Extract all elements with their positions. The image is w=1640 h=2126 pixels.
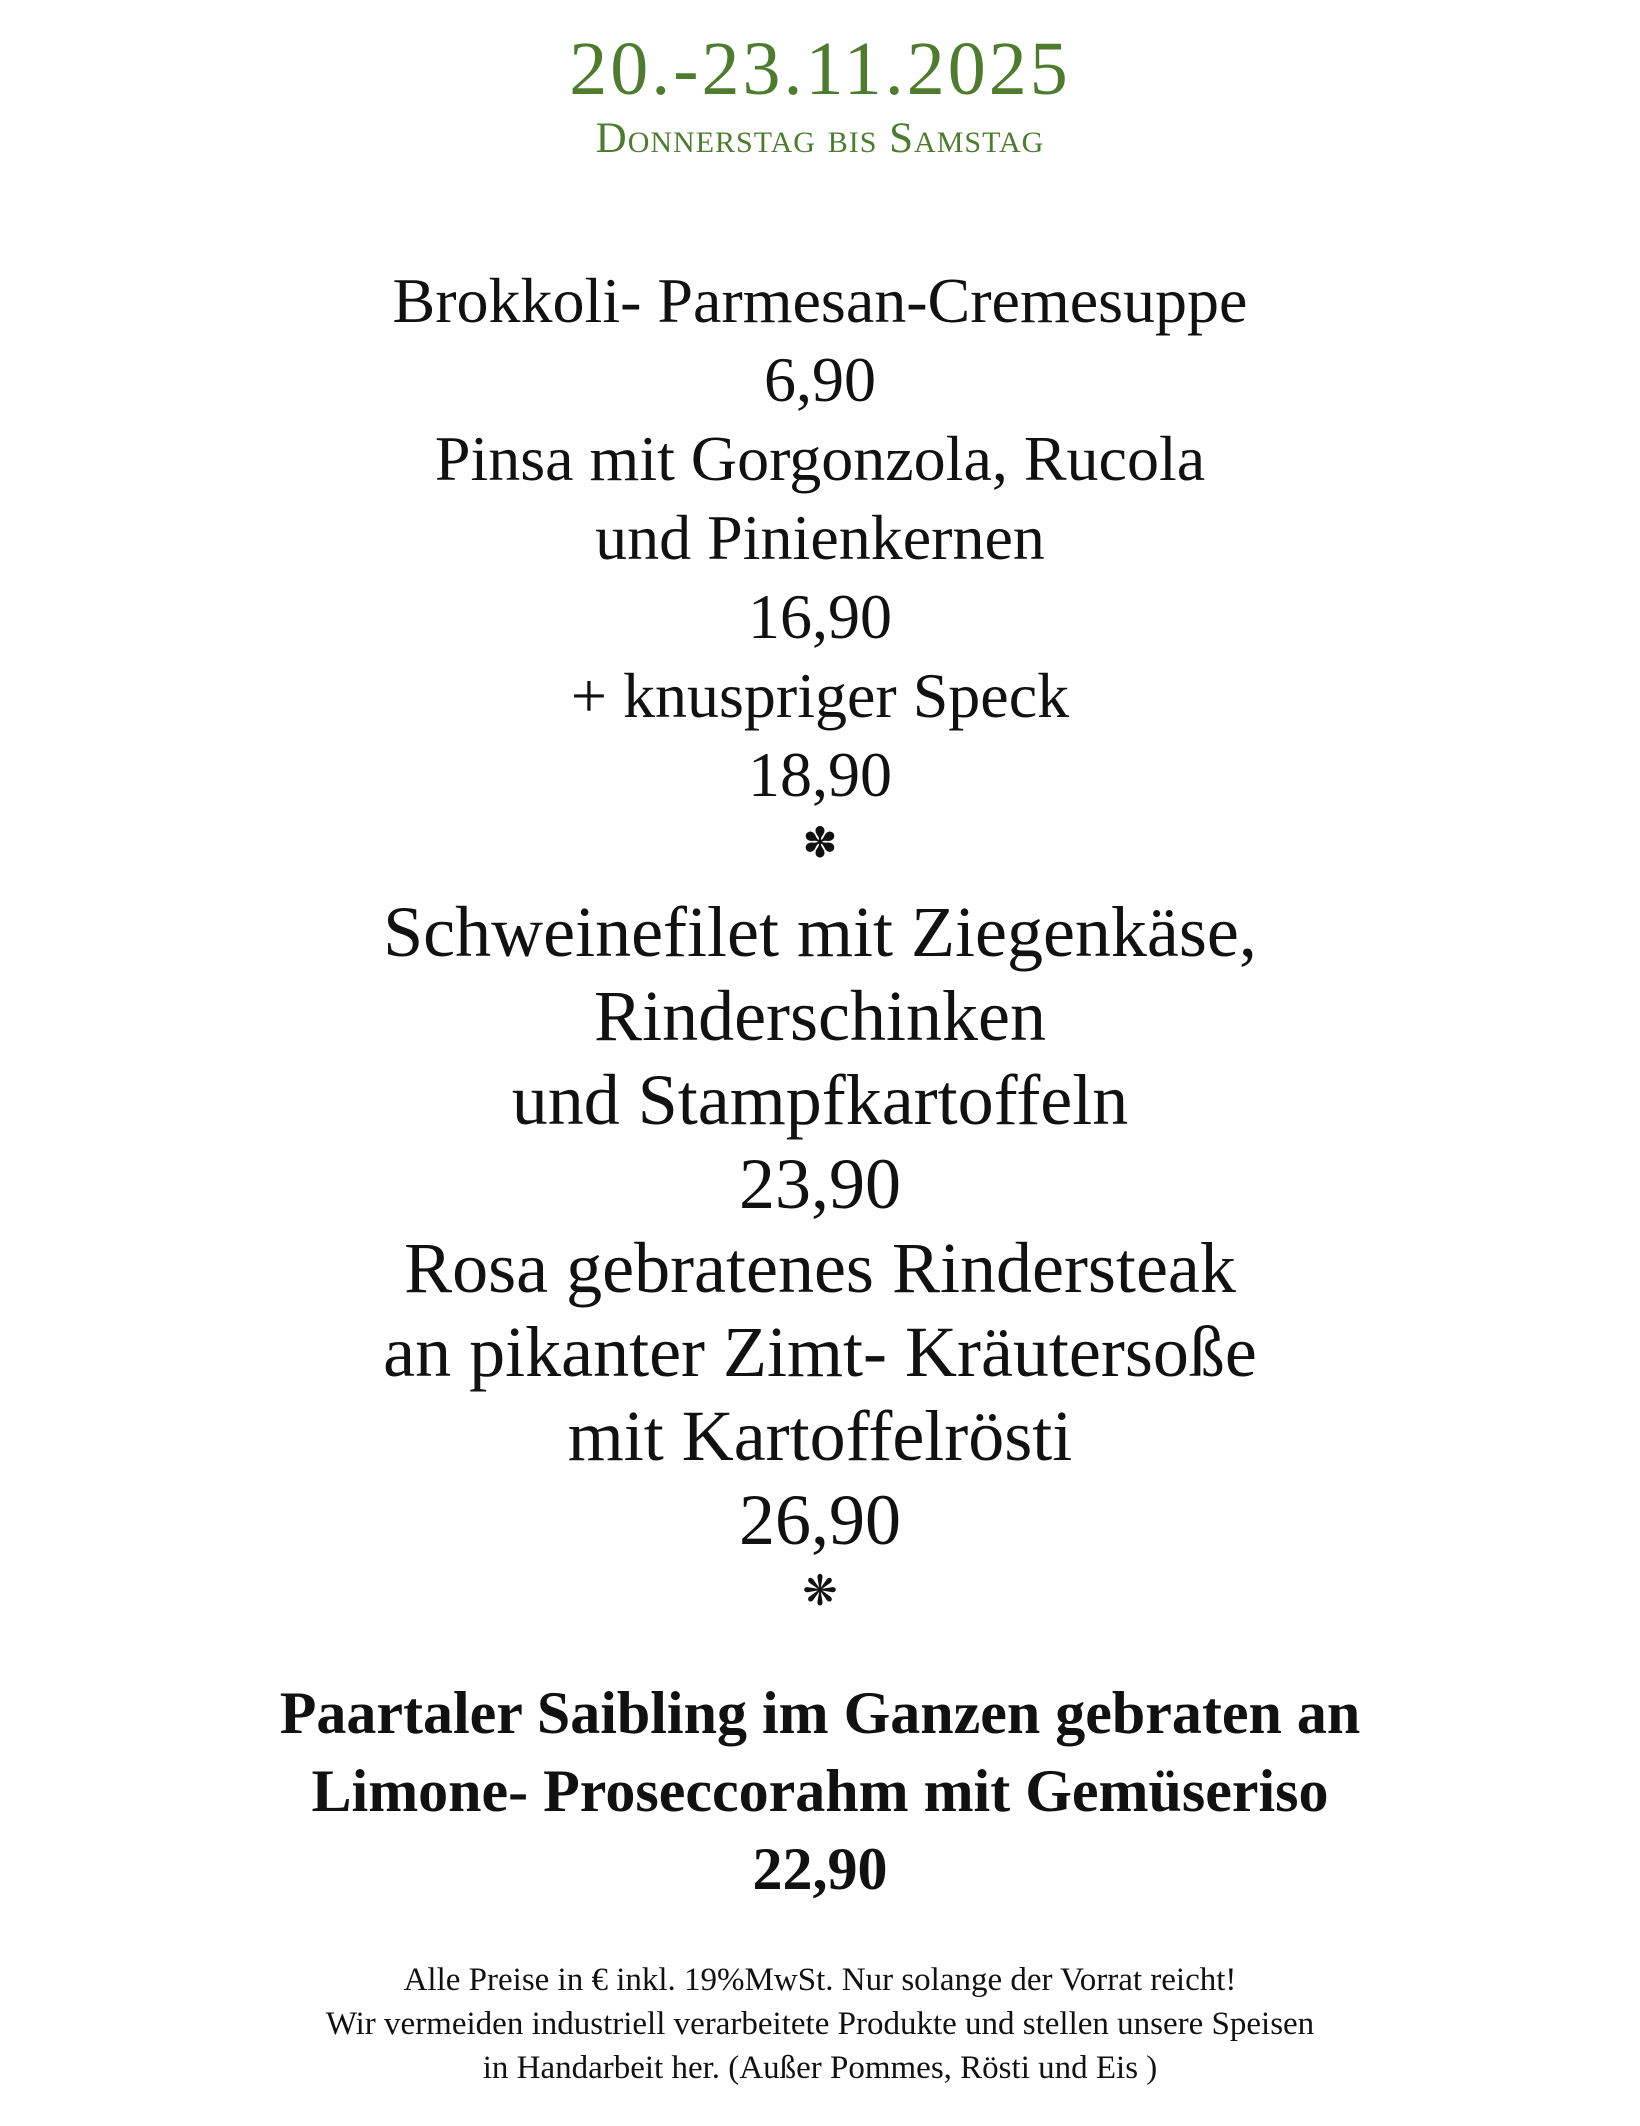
dish-name: Limone- Proseccorahm mit Gemüseriso (311, 1758, 1329, 1825)
dish-price: 16,90 (748, 581, 892, 653)
dish-price: 6,90 (764, 344, 876, 416)
dish-price: 22,90 (752, 1836, 888, 1903)
menu-body (0, 261, 1640, 1908)
footer-note: Alle Preise in € inkl. 19%MwSt. Nur solange der Vorrat reicht! (403, 1962, 1237, 1999)
menu-header (0, 27, 1640, 163)
dish-name: und Stampfkartoffeln (511, 1060, 1129, 1141)
dish-name: Brokkoli- Parmesan-Cremesuppe (392, 265, 1248, 337)
footer-note: Wir vermeiden industriell verarbeitete Produkte und stellen unsere Speisen (325, 2006, 1315, 2043)
dish-name: mit Kartoffelrösti (567, 1396, 1073, 1477)
dish-name: Rinderschinken (594, 976, 1046, 1057)
dish-name: und Pinienkernen (595, 502, 1045, 574)
course-section-fish (0, 1674, 1640, 1908)
dish-price: 18,90 (748, 739, 892, 811)
separator-florette-icon: ❋ (802, 1569, 838, 1616)
dish-price: 23,90 (739, 1144, 901, 1225)
dish-price: 26,90 (739, 1480, 901, 1561)
dish-name: an pikanter Zimt- Kräutersoße (383, 1312, 1257, 1393)
dish-name: Rosa gebratenes Rindersteak (404, 1228, 1236, 1309)
dish-name: Pinsa mit Gorgonzola, Rucola (434, 423, 1206, 495)
footer-note: in Handarbeit her. (Außer Pommes, Rösti und Eis ) (482, 2050, 1158, 2087)
course-section-soup-pinsa (0, 261, 1640, 814)
weekday-range: Donnerstag bis Samstag (595, 114, 1045, 162)
dish-name: Schweinefilet mit Ziegenkäse, (383, 892, 1257, 973)
dish-addon: + knuspriger Speck (570, 660, 1070, 732)
dish-name: Paartaler Saibling im Ganzen gebraten an (279, 1680, 1361, 1747)
date-range: 20.-23.11.2025 (569, 27, 1071, 111)
menu-footer (0, 1958, 1640, 2090)
separator-asterisk-icon: ✽ (802, 821, 838, 868)
course-section-meat (0, 890, 1640, 1562)
